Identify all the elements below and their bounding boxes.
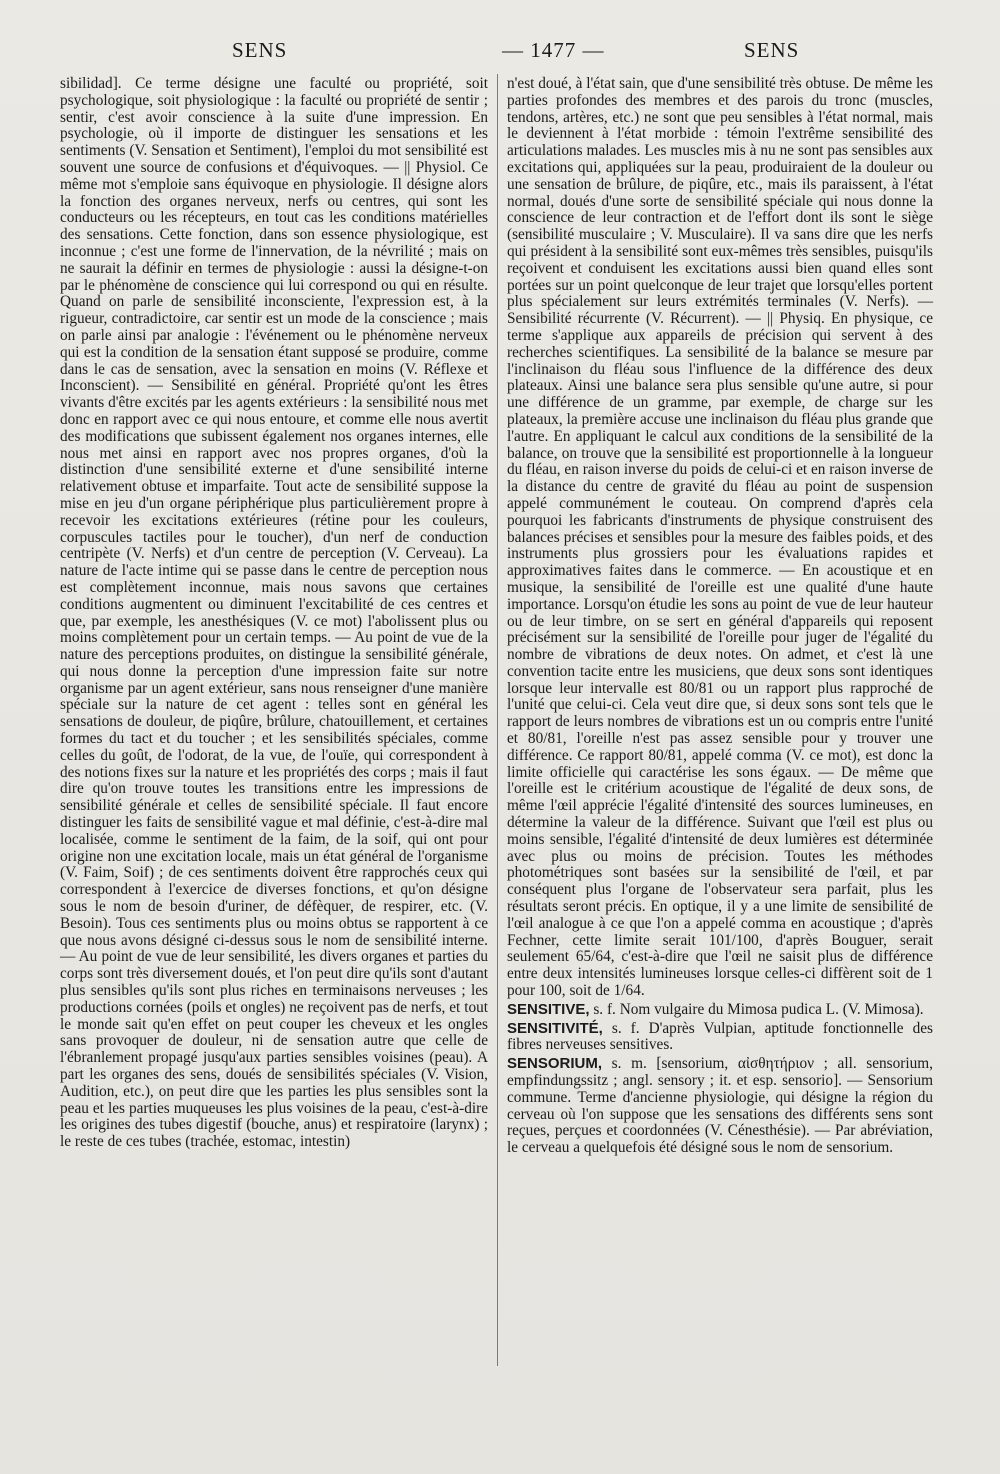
page-header bbox=[52, 38, 960, 68]
entry-sensitive bbox=[507, 1002, 933, 1019]
page-number: — 1477 — bbox=[502, 38, 605, 62]
left-column bbox=[60, 76, 488, 1151]
entry-sensitivite-headword: SENSITIVITÉ, bbox=[507, 1019, 603, 1037]
entry-sensitivite bbox=[507, 1021, 933, 1055]
entry-sensorium bbox=[507, 1056, 933, 1157]
header-left-word: SENS bbox=[232, 38, 288, 62]
left-column-text: sibilidad]. Ce terme désigne une faculté ou propriété, soit psychologique, soit physiologique : la faculté ou propriété de sentir ; sentir, c'est avoir conscience à la suite d'une impression. En psychologie, où il importe de distinguer les sensations et les sentiments (V. Sensation et Sentiment), l'emploi du mot sensibilité est souvent une source de confusions et d'équivoques. — || Physiol. Ce même mot s'emploie sans équivoque en physiologie. Il désigne alors la fonction des organes nerveux, nerfs ou centres, qui sont les conducteurs ou les récepteurs, en tout cas les conditions matérielles des sensations. Cette fonction, dans son essence physiologique, est inconnue ; c'est une forme de l'innervation, de la névrilité ; mais on ne saurait la définir en termes de physiologie : aussi la désigne-t-on par le phénomène de conscience qui lui correspond ou qui en résulte. Quand on parle de sensibilité inconsciente, l'expression est, à la rigueur, contradictoire, car sentir est un mode de la conscience ; mais on parle ainsi par analogie : l'événement ou le phénomène nerveux qui est la condition de la sensation étant supposé se produire, comme dans le cas de sensation, avec la sensation en moins (V. Réflexe et Inconscient). — Sensibilité en général. Propriété qu'ont les êtres vivants d'être excités par les agents extérieurs : la sensibilité nous met donc en rapport avec ce qui nous entoure, et comme elle nous avertit des modifications que subissent également nos organes internes, elle nous met ainsi en rapport avec nos propres organes, d'où la distinction d'une sensibilité externe et d'une sensibilité interne relativement obtuse et imparfaite. Tout acte de sensibilité suppose la mise en jeu d'un organe périphérique plus particulièrement propre à recevoir les excitations extérieures (rétine pour les couleurs, corpuscules tactiles pour le toucher), d'un nerf de conduction centripète (V. Nerfs) et d'un centre de perception (V. Cerveau). La nature de l'acte intime qui se passe dans le centre de perception nous est complètement inconnue, mais nous savons que certaines conditions augmentent ou diminuent l'excitabilité de ces centres et que, par exemple, les anesthésiques (V. ce mot) l'abolissent plus ou moins complètement pour un certain temps. — Au point de vue de la nature des perceptions produites, on distingue la sensibilité générale, qui nous donne la perception d'une impression faite sur notre organisme par un agent extérieur, sans nous renseigner d'une manière spéciale sur la nature de cet agent : telles sont en général les sensations de douleur, de piqûre, brûlure, chatouillement, et certaines formes du tact et du toucher ; et les sensibilités spéciales, comme celles du goût, de l'odorat, de la vue, de l'ouïe, qui correspondent à des notions fixes sur la nature et les propriétés des corps ; mais il faut dire qu'on trouve toutes les transitions entre les impressions de sensibilité générale et celles de sensibilité spéciale. Il faut encore distinguer les faits de sensibilité vague et mal définie, c'est-à-dire mal localisée, comme le sentiment de la faim, de la soif, qui ont pour origine non une excitation locale, mais un état général de l'organisme (V. Faim, Soif) ; de ces sentiments doivent être rapprochés ceux qui correspondent à l'exercice de diverses fonctions, et qu'on désigne sous le nom de besoin d'uriner, de défèquer, de respirer, etc. (V. Besoin). Tous ces sentiments plus ou moins obtus se rapportent à ce que nous avons désigné ci-dessus sous le nom de sensibilité interne. — Au point de vue de leur sensibilité, les divers organes et parties du corps sont très diversement doués, et l'on peut dire qu'ils sont d'autant plus sensibles qu'ils sont plus riches en terminaisons nerveuses ; les productions cornées (poils et ongles) ne reçoivent pas de nerfs, et tout le monde sait qu'en effet on peut couper les cheveux et les ongles sans provoquer de douleur, ni de sensation autre que celle de l'ébranlement propagé jusqu'aux parties sensibles voisines (peau). A part les organes des sens, doués de sensibilités spéciales (V. Vision, Audition, etc.), on peut dire que les parties les plus sensibles sont la peau et les parties muqueuses les plus voisines de la peau, c'est-à-dire les origines des tubes digestif (bouche, anus) et respiratoire (larynx) ; le reste de ces tubes (trachée, estomac, intestin) bbox=[60, 75, 488, 1151]
header-right-word: SENS bbox=[744, 38, 800, 62]
entry-sensitive-body: s. f. Nom vulgaire du Mimosa pudica L. (V. Mimosa). bbox=[593, 1000, 924, 1018]
right-column bbox=[507, 76, 933, 1157]
entry-sensitivite-body: s. f. D'après Vulpian, aptitude fonctionnelle des fibres nerveuses sensitives. bbox=[507, 1019, 933, 1054]
column-divider bbox=[497, 74, 498, 1366]
right-column-text: n'est doué, à l'état sain, que d'une sensibilité très obtuse. De même les parties profondes des membres et des parois du tronc (muscles, tendons, artères, etc.) ne sont que peu sensibles à l'état normal, mais le deviennent à l'état morbide : témoin l'extrême sensibilité des articulations malades. Les muscles mis à nu ne sont pas sensibles aux excitations qui, appliquées sur la peau, produiraient de la douleur ou une sensation de brûlure, de piqûre, etc., mais ils paraissent, à l'état normal, doués d'une sorte de sensibilité spéciale qui nous donne la conscience de leur contraction et de l'effort dont ils sont le siège (sensibilité musculaire ; V. Musculaire). Il va sans dire que les nerfs qui président à la sensibilité sont eux-mêmes très sensibles, puisqu'ils reçoivent et conduisent les excitations aussi bien quand elles sont portées sur un point quelconque de leur trajet que lorsqu'elles portent plus spécialement sur leurs extrémités terminales (V. Nerfs). — Sensibilité récurrente (V. Récurrent). — || Physiq. En physique, ce terme s'applique aux appareils de précision qui servent à des recherches scientifiques. La sensibilité de la balance se mesure par l'inclinaison du fléau sous l'influence de la différence des deux plateaux. Ainsi une balance sera plus sensible qu'une autre, si pour une différence de un gramme, par exemple, de charge sur les plateaux, la première accuse une inclinaison du fléau plus grande que l'autre. En appliquant le calcul aux conditions de la sensibilité de la balance, on trouve que la sensibilité est proportionnelle à la longueur du fléau, en raison inverse du poids de celui-ci et en raison inverse de la distance du centre de gravité du fléau au point de suspension appelé communément le couteau. On comprend d'après cela pourquoi les fabricants d'instruments de physique construisent des balances précises et sensibles pour la mesure des faibles poids, et des instruments plus grossiers pour les évaluations rapides et approximatives faites dans le commerce. — En acoustique et en musique, la sensibilité de l'oreille est une qualité d'une haute importance. Lorsqu'on étudie les sons au point de vue de leur hauteur ou de leur timbre, on se sert en général d'appareils qui reposent précisément sur la sensibilité de l'oreille pour juger de l'égalité du nombre de vibrations de deux notes. On admet, et c'est là une convention tacite entre les musiciens, que deux sons sont identiques lorsque leur intervalle est 80/81 ou un rapport plus rapproché de l'unité que celui-ci. Cela veut dire que, si deux sons sont tels que le rapport de leurs nombres de vibrations est un ou compris entre l'unité et 80/81, l'oreille n'est pas assez sensible pour y trouver une différence. Ce rapport 80/81, appelé comma (V. ce mot), est donc la limite officielle qui caractérise les sons égaux. — De même que l'oreille est le critérium acoustique de l'égalité de deux sons, de même l'œil apprécie l'égalité d'intensité des sources lumineuses, en détermine la valeur de la différence. Suivant que l'œil est plus ou moins sensible, l'égalité d'intensité de deux lumières est déterminée avec plus ou moins de précision. Toutes les méthodes photométriques sont basées sur la sensibilité de l'œil, et par conséquent plus l'organe de l'observateur sera parfait, plus les résultats seront précis. En optique, il y a une limite de sensibilité de l'œil analogue à ce que l'on a appelé comma en acoustique ; d'après Fechner, cette limite serait 101/100, d'après Bouguer, serait seulement 65/64, c'est-à-dire que l'œil ne saisit plus de différence entre deux intensités lumineuses lorsque celles-ci diffèrent soit de 1 pour 100, soit de 1/64. bbox=[507, 75, 933, 1000]
entry-sensitive-headword: SENSITIVE, bbox=[507, 1000, 590, 1018]
entry-sensorium-body: s. m. [sensorium, αἰσθητήριον ; all. sensorium, empfindungssitz ; angl. sensory ; it. et esp. sensorio]. — Sensorium commune. Terme d'ancienne physiologie, qui désigne la région du cerveau où l'on suppose que les sensations des différents sens sont reçues, perçues et coordonnées (V. Cénesthésie). — Par abréviation, le cerveau a quelquefois été désigné sous le nom de sensorium. bbox=[507, 1055, 933, 1157]
entry-sensorium-headword: SENSORIUM, bbox=[507, 1055, 603, 1073]
